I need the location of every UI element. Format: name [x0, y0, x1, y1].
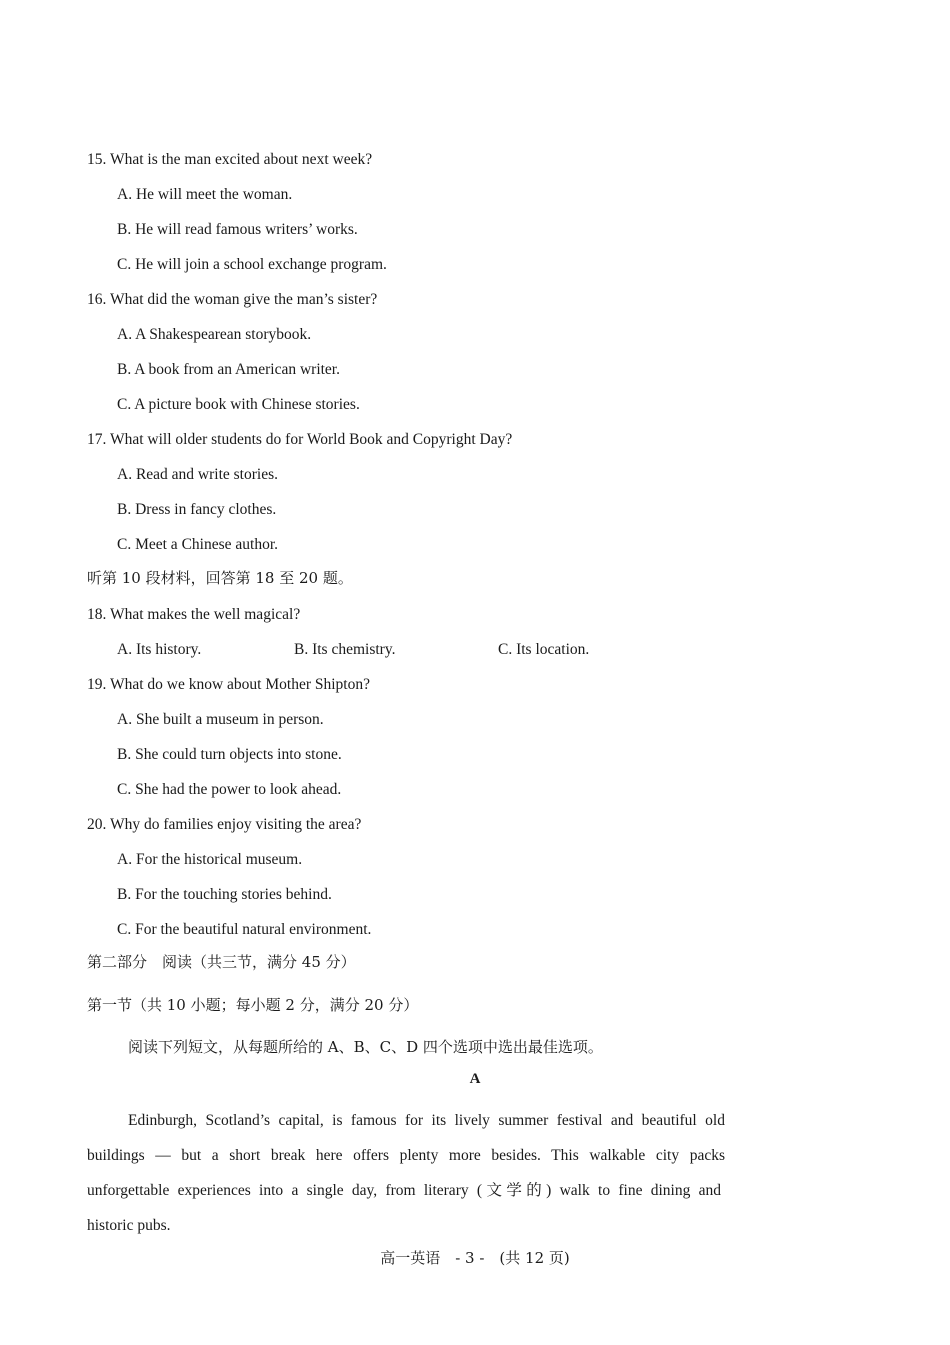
answer-option: C. Its location. [498, 641, 590, 658]
answer-option: B. He will read famous writers’ works. [117, 221, 358, 238]
answer-option: B. She could turn objects into stone. [117, 746, 342, 763]
answer-option: B. Its chemistry. [294, 641, 396, 658]
page-footer: 高一英语 - 3 - (共 12 页) [380, 1249, 570, 1267]
question-stem: 16. What did the woman give the man’s sister? [87, 291, 378, 308]
answer-option: A. She built a museum in person. [117, 711, 324, 728]
question-stem: 17. What will older students do for World Book and Copyright Day? [87, 431, 513, 448]
answer-option: A. Its history. [117, 641, 202, 658]
part-heading: 第二部分 阅读（共三节，满分 45 分） [87, 953, 356, 971]
answer-option: B. A book from an American writer. [117, 361, 340, 378]
reading-instruction: 阅读下列短文，从每题所给的 A、B、C、D 四个选项中选出最佳选项。 [128, 1038, 603, 1056]
answer-option: B. For the touching stories behind. [117, 886, 332, 903]
answer-option: A. He will meet the woman. [117, 186, 293, 203]
passage-line: buildings — but a short break here offers plenty more besides. This walkable city packs [87, 1147, 725, 1164]
passage-label: A [469, 1071, 481, 1087]
passage-line: Edinburgh, Scotland’s capital, is famous for its lively summer festival and beautiful old [128, 1112, 725, 1129]
answer-option: C. Meet a Chinese author. [117, 536, 278, 553]
question-stem: 18. What makes the well magical? [87, 606, 301, 623]
listening-instruction: 听第 10 段材料，回答第 18 至 20 题。 [87, 569, 353, 587]
question-stem: 15. What is the man excited about next week? [87, 151, 373, 168]
answer-option: C. She had the power to look ahead. [117, 781, 342, 798]
answer-option: C. He will join a school exchange program. [117, 256, 387, 273]
question-stem: 20. Why do families enjoy visiting the area? [87, 816, 362, 833]
passage-line: historic pubs. [87, 1217, 171, 1234]
section-heading: 第一节（共 10 小题；每小题 2 分，满分 20 分） [87, 996, 419, 1014]
answer-option: B. Dress in fancy clothes. [117, 501, 277, 518]
answer-option: A. For the historical museum. [117, 851, 303, 868]
answer-option: C. For the beautiful natural environment. [117, 921, 372, 938]
answer-option: C. A picture book with Chinese stories. [117, 396, 360, 413]
question-stem: 19. What do we know about Mother Shipton? [87, 676, 370, 693]
passage-line: unforgettable experiences into a single day, from literary (文学的) walk to fine dining and [87, 1182, 721, 1199]
answer-option: A. Read and write stories. [117, 466, 278, 483]
answer-option: A. A Shakespearean storybook. [117, 326, 312, 343]
